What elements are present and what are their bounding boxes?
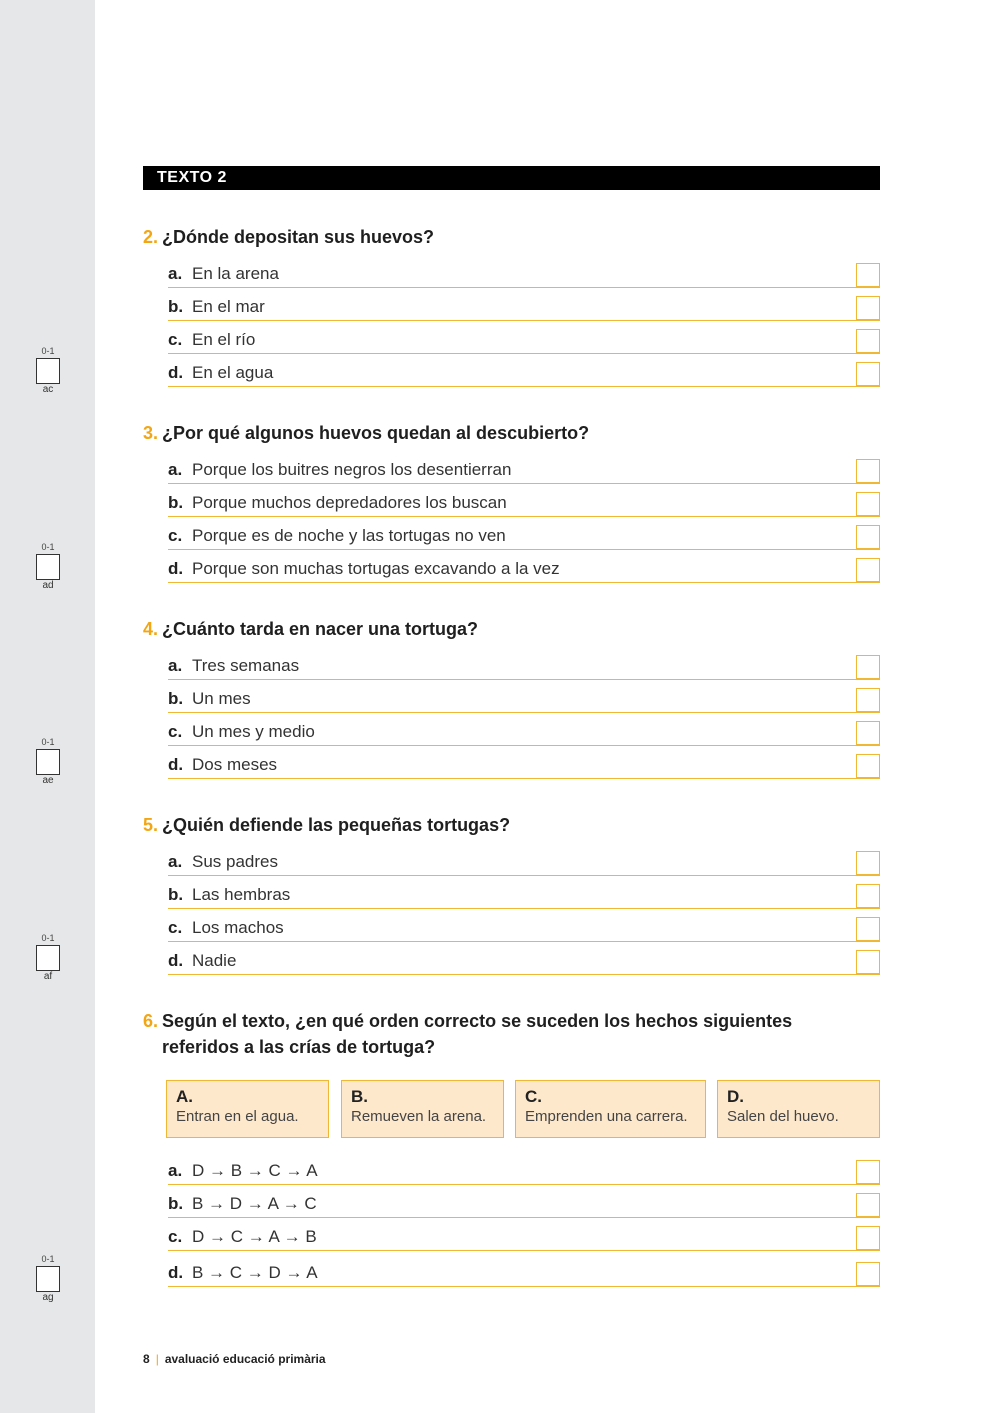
option-text: En el mar xyxy=(192,297,265,316)
question-text: Según el texto, ¿en qué orden correcto se suceden los hechos siguientes referidos a las crías de tortuga? xyxy=(162,1011,793,1057)
option-text: En la arena xyxy=(192,264,279,283)
score-input-box[interactable] xyxy=(36,749,60,775)
score-box-ad xyxy=(35,542,61,592)
option-b xyxy=(168,484,880,517)
card-label: C. xyxy=(525,1087,542,1106)
answer-checkbox[interactable] xyxy=(856,950,880,974)
card-label: D. xyxy=(727,1087,744,1106)
option-text: Un mes y medio xyxy=(192,722,315,741)
question-2 xyxy=(143,224,880,387)
options-list xyxy=(168,1152,880,1287)
option-d xyxy=(168,1251,880,1287)
option-text: En el agua xyxy=(192,363,274,382)
card-text: Salen del huevo. xyxy=(727,1108,839,1125)
option-c xyxy=(168,909,880,942)
question-text: ¿Dónde depositan sus huevos? xyxy=(162,227,435,247)
footer-separator: | xyxy=(155,1352,159,1366)
answer-checkbox[interactable] xyxy=(856,329,880,353)
question-title xyxy=(143,616,880,642)
option-c xyxy=(168,321,880,354)
score-code: ae xyxy=(42,775,54,786)
question-number: 3. xyxy=(143,423,159,443)
question-title xyxy=(143,224,880,250)
option-d xyxy=(168,354,880,387)
score-code: ag xyxy=(42,1292,54,1303)
score-box-af xyxy=(35,933,61,983)
answer-checkbox[interactable] xyxy=(856,263,880,287)
score-input-box[interactable] xyxy=(36,945,60,971)
question-number: 6. xyxy=(143,1011,159,1031)
option-a xyxy=(168,647,880,680)
card-text: Entran en el agua. xyxy=(176,1108,299,1125)
option-b xyxy=(168,680,880,713)
score-box-ac xyxy=(35,346,61,396)
answer-checkbox[interactable] xyxy=(856,688,880,712)
score-box-ae xyxy=(35,737,61,787)
event-card-d xyxy=(717,1080,880,1138)
option-letter: c. xyxy=(168,918,183,937)
options-list xyxy=(168,843,880,975)
option-letter: c. xyxy=(168,330,183,349)
score-code: ac xyxy=(42,384,54,395)
option-text: D → B → C → A xyxy=(192,1161,318,1180)
option-a xyxy=(168,843,880,876)
question-text: ¿Quién defiende las pequeñas tortugas? xyxy=(162,815,511,835)
option-text: B → C → D → A xyxy=(192,1263,318,1282)
score-code: ad xyxy=(42,580,54,591)
score-input-box[interactable] xyxy=(36,554,60,580)
option-text: Un mes xyxy=(192,689,251,708)
footer-text: avaluació educació primària xyxy=(164,1352,326,1366)
score-range: 0-1 xyxy=(41,1254,55,1264)
page-number: 8 xyxy=(143,1352,150,1366)
event-card-b xyxy=(341,1080,504,1138)
option-text: Los machos xyxy=(192,918,284,937)
option-text: Nadie xyxy=(192,951,237,970)
card-label: A. xyxy=(176,1087,193,1106)
option-letter: d. xyxy=(168,755,184,774)
card-label: B. xyxy=(351,1087,368,1106)
card-text: Remueven la arena. xyxy=(351,1108,487,1125)
option-letter: c. xyxy=(168,526,183,545)
answer-checkbox[interactable] xyxy=(856,1226,880,1250)
answer-checkbox[interactable] xyxy=(856,492,880,516)
card-text: Emprenden una carrera. xyxy=(525,1108,688,1125)
options-list xyxy=(168,451,880,583)
option-letter: b. xyxy=(168,689,184,708)
answer-checkbox[interactable] xyxy=(856,525,880,549)
option-b xyxy=(168,288,880,321)
question-title xyxy=(143,420,880,446)
option-text: Tres semanas xyxy=(192,656,300,675)
option-text: B → D → A → C xyxy=(192,1194,317,1213)
score-input-box[interactable] xyxy=(36,358,60,384)
option-a xyxy=(168,255,880,288)
score-range: 0-1 xyxy=(41,542,55,552)
answer-checkbox[interactable] xyxy=(856,721,880,745)
event-card-c xyxy=(515,1080,706,1138)
question-number: 4. xyxy=(143,619,159,639)
option-letter: d. xyxy=(168,559,184,578)
option-c xyxy=(168,713,880,746)
question-text: ¿Cuánto tarda en nacer una tortuga? xyxy=(162,619,479,639)
answer-checkbox[interactable] xyxy=(856,655,880,679)
question-6-options xyxy=(143,1152,880,1287)
option-letter: b. xyxy=(168,297,184,316)
question-title xyxy=(143,1008,880,1060)
answer-checkbox[interactable] xyxy=(856,296,880,320)
score-code: af xyxy=(43,971,53,982)
option-letter: b. xyxy=(168,885,184,904)
option-letter: d. xyxy=(168,363,184,382)
question-text: ¿Por qué algunos huevos quedan al descubierto? xyxy=(162,423,590,443)
score-box-ag xyxy=(35,1254,61,1304)
option-b xyxy=(168,876,880,909)
answer-checkbox[interactable] xyxy=(856,558,880,582)
section-title: TEXTO 2 xyxy=(143,166,880,190)
answer-checkbox[interactable] xyxy=(856,362,880,386)
option-text: Sus padres xyxy=(192,852,278,871)
option-d xyxy=(168,550,880,583)
question-4 xyxy=(143,616,880,779)
option-c xyxy=(168,517,880,550)
score-input-box[interactable] xyxy=(36,1266,60,1292)
option-a xyxy=(168,451,880,484)
question-6 xyxy=(143,1008,880,1060)
answer-checkbox[interactable] xyxy=(856,917,880,941)
option-letter: c. xyxy=(168,722,183,741)
event-card-a xyxy=(166,1080,329,1138)
options-list xyxy=(168,647,880,779)
option-letter: b. xyxy=(168,1194,184,1213)
option-letter: c. xyxy=(168,1227,183,1246)
option-letter: d. xyxy=(168,1263,184,1282)
option-letter: a. xyxy=(168,264,183,283)
option-letter: b. xyxy=(168,493,184,512)
option-d xyxy=(168,746,880,779)
question-3 xyxy=(143,420,880,583)
page-footer xyxy=(143,1352,326,1366)
answer-checkbox[interactable] xyxy=(856,851,880,875)
option-b xyxy=(168,1185,880,1218)
answer-checkbox[interactable] xyxy=(856,754,880,778)
option-a xyxy=(168,1152,880,1185)
option-text: Porque los buitres negros los desentierran xyxy=(192,460,512,479)
answer-checkbox[interactable] xyxy=(856,459,880,483)
option-letter: a. xyxy=(168,852,183,871)
option-text: Porque son muchas tortugas excavando a la vez xyxy=(192,559,560,578)
left-margin-bar xyxy=(0,0,95,1413)
option-text: Porque es de noche y las tortugas no ven xyxy=(192,526,506,545)
option-letter: a. xyxy=(168,656,183,675)
event-cards xyxy=(166,1080,880,1138)
answer-checkbox[interactable] xyxy=(856,1193,880,1217)
option-text: Dos meses xyxy=(192,755,278,774)
option-letter: a. xyxy=(168,1161,183,1180)
answer-checkbox[interactable] xyxy=(856,1160,880,1184)
option-text: Las hembras xyxy=(192,885,291,904)
question-number: 5. xyxy=(143,815,159,835)
answer-checkbox[interactable] xyxy=(856,1262,880,1286)
question-title xyxy=(143,812,880,838)
answer-checkbox[interactable] xyxy=(856,884,880,908)
score-range: 0-1 xyxy=(41,933,55,943)
option-d xyxy=(168,942,880,975)
option-letter: a. xyxy=(168,460,183,479)
score-range: 0-1 xyxy=(41,346,55,356)
option-c xyxy=(168,1218,880,1251)
option-text: Porque muchos depredadores los buscan xyxy=(192,493,507,512)
question-number: 2. xyxy=(143,227,159,247)
question-5 xyxy=(143,812,880,975)
options-list xyxy=(168,255,880,387)
option-text: En el río xyxy=(192,330,256,349)
option-text: D → C → A → B xyxy=(192,1227,317,1246)
score-range: 0-1 xyxy=(41,737,55,747)
option-letter: d. xyxy=(168,951,184,970)
